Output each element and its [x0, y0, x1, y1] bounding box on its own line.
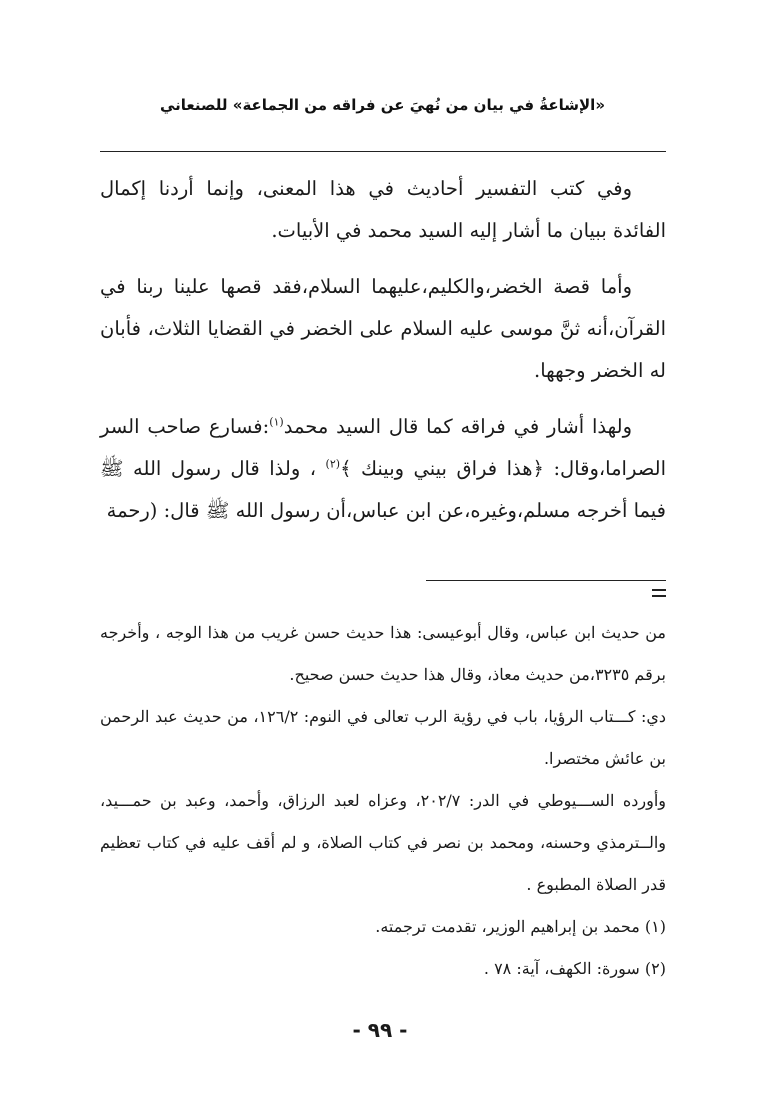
main-text [100, 168, 666, 546]
footnote-ref-1[interactable]: (١) [269, 415, 284, 429]
paragraph-3-part-c: ، ولذا قال رسول الله ﷺ فيما أخرجه مسلم،وغيره،عن ابن عباس،أن رسول الله ﷺ قال: (رحمة [100, 457, 666, 522]
footnote-rule [426, 580, 666, 581]
paragraph-3 [100, 406, 666, 532]
footnote-1: (١) محمد بن إبراهيم الوزير، تقدمت ترجمته. [375, 917, 666, 936]
footnote-2: (٢) سورة: الكهف، آية: ٧٨ . [483, 959, 666, 978]
footnote-continuation-3: وأورده الســـيوطي في الدر: ٢٠٢/٧، وعزاه لعبد الرزاق، وأحمد، وعبد بن حمـــيد، والــترمذي وحسنه، ومحمد بن نصر في كتاب الصلاة، و لم أقف عليه في كتاب تعظيم قدر الصلاة المطبوع . [100, 791, 666, 894]
running-header: «الإشاعةُ في بيان من نُهيَ عن فراقه من الجماعة» للصنعاني [159, 96, 606, 114]
paragraph-3-part-b: :فسارع صاحب السر الصراما،وقال: ﴿هذا فراق بيني وبينك ﴾ [100, 415, 667, 480]
header-rule [100, 151, 666, 152]
paragraph-1: وفي كتب التفسير أحاديث في هذا المعنى، وإنما أردنا إكمال الفائدة ببيان ما أشار إليه السيد محمد في الأبيات. [100, 177, 666, 242]
paragraph-3-part-a: ولهذا أشار في فراقه كما قال السيد محمد [283, 415, 632, 438]
footnote-continuation-2: دي: كـــتاب الرؤيا، باب في رؤية الرب تعالى في النوم: ١٢٦/٢، من حديث عبد الرحمن بن عائش مختصرا. [100, 707, 667, 768]
footnote-continuation-1: من حديث ابن عباس، وقال أبوعيسى: هذا حديث حسن غريب من هذا الوجه ، وأخرجه برقم ٣٢٣٥،من حديث معاذ، وقال هذا حديث حسن صحيح. [100, 623, 666, 684]
paragraph-2: وأما قصة الخضر،والكليم،عليهما السلام،فقد قصها علينا ربنا في القرآن،أنه ثنَّ موسى عليه السلام على الخضر في القضايا الثلاث، فأبان له الخضر وجهها. [100, 275, 666, 382]
continuation-mark [652, 589, 666, 601]
page-number: - ٩٩ - [352, 1018, 408, 1042]
footnotes [100, 612, 666, 990]
footnote-ref-2[interactable]: (٢) [325, 457, 341, 471]
